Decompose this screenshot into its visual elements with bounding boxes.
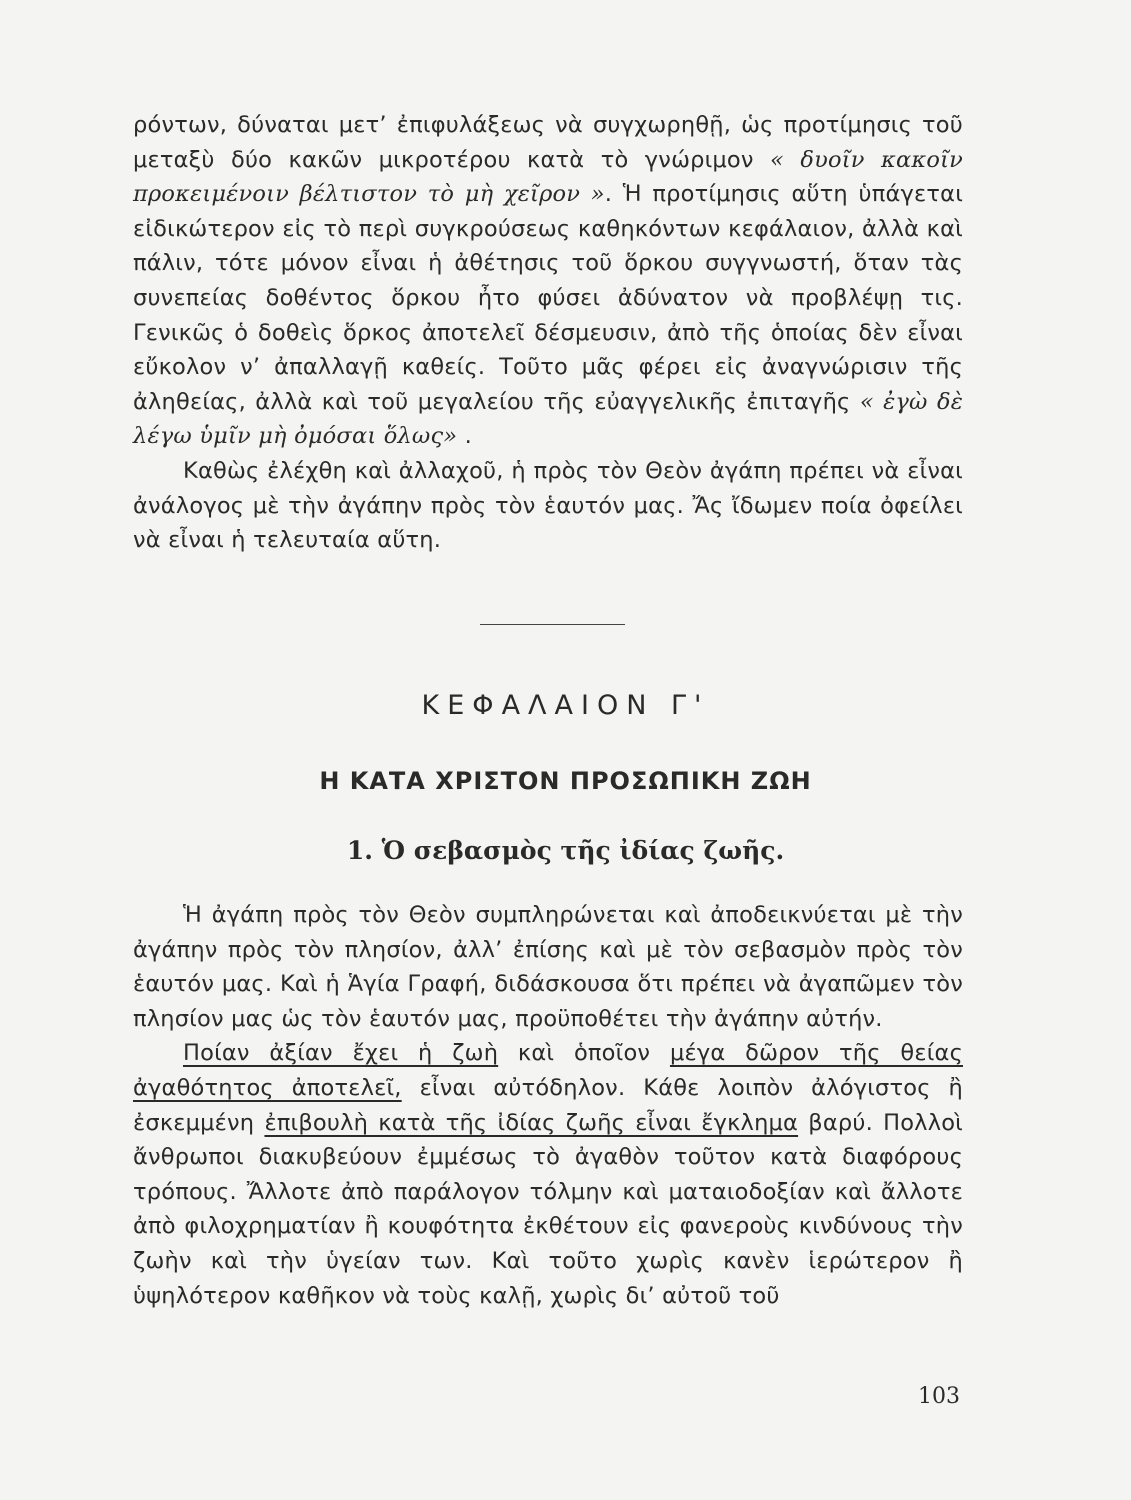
section-title: 1. Ὁ σεβασμὸς τῆς ἰδίας ζωῆς. bbox=[346, 836, 785, 865]
quote-gospel: « ἐγὼ δὲ λέγω ὑμῖν μὴ ὀμόσαι ὅλως» bbox=[133, 388, 963, 450]
paragraph-3: Ἡ ἀγάπη πρὸς τὸν Θεὸν συμπληρώνεται καὶ ἀποδεικνύεται μὲ τὴν ἀγάπην πρὸς τὸν πλησίον, ἀλλ’ ἐπίσης καὶ μὲ τὸν σεβασμὸν πρὸς τὸν ἑαυτόν μας. Καὶ ἡ Ἁγία Γραφή, διδάσκουσα ὅτι πρέπει νὰ ἀγαπῶμεν τὸν πλησίον μας ὡς τὸν ἑαυτόν μας, προϋποθέτει τὴν ἀγάπην αὐτήν. bbox=[133, 902, 963, 1032]
text-block-top bbox=[133, 108, 963, 558]
underlined-text: ἐπιβουλὴ κατὰ τῆς ἰδίας ζωῆς εἶναι ἔγκλημα bbox=[264, 1109, 799, 1136]
paragraph-continuation bbox=[133, 108, 963, 454]
text-run: εἶναι αὐτόδηλον. Κάθε λοιπὸν ἀλόγιστος ἢ ἐσκεμμένη bbox=[133, 1074, 963, 1136]
paragraph-4 bbox=[133, 1036, 963, 1313]
chapter-title: Η ΚΑΤΑ ΧΡΙΣΤΟΝ ΠΡΟΣΩΠΙΚΗ ΖΩΗ bbox=[319, 767, 812, 795]
text-block-bottom bbox=[133, 898, 963, 1313]
chapter-label: ΚΕΦΑΛΑΙΟΝ Γ' bbox=[421, 690, 710, 721]
text-run: καὶ ὁποῖον bbox=[498, 1040, 670, 1067]
underlined-text: μέγα δῶρον τῆς θείας ἀγαθότητος ἀποτελεῖ, bbox=[133, 1040, 963, 1101]
text-run: ρόντων, δύναται μετ’ ἐπιφυλάξεως νὰ συγχωρηθῇ, ὡς προτίμησις τοῦ μεταξὺ δύο κακῶν μικροτέρου κατὰ τὸ γνώριμον bbox=[133, 112, 963, 173]
section-divider bbox=[480, 624, 625, 625]
quote-proverb: « δυοῖν κακοῖν προκειμένοιν βέλτιστον τὸ μὴ χεῖρον » bbox=[133, 146, 963, 208]
text-run: . Ἡ προτίμησις αὕτη ὑπάγεται εἰδικώτερον εἰς τὸ περὶ συγκρούσεως καθηκόντων κεφάλαιον, ἀλλὰ καὶ πάλιν, τότε μόνον εἶναι ἡ ἀθέτησις τοῦ ὅρκου συγγνωστή, ὅταν τὰς συνεπείας δοθέντος ὅρκου ἦτο φύσει ἀδύνατον νὰ προβλέψῃ τις. Γενικῶς ὁ δοθεὶς ὅρκος ἀποτελεῖ δέσμευσιν, ἀπὸ τῆς ὁποίας δὲν εἶναι εὔκολον ν’ ἀπαλλαγῇ καθείς. Τοῦτο μᾶς φέρει εἰς ἀναγνώρισιν τῆς ἀληθείας, ἀλλὰ καὶ τοῦ μεγαλείου τῆς εὐαγγελικῆς ἐπιταγῆς bbox=[133, 181, 964, 415]
underlined-text: Ποίαν ἀξίαν ἔχει ἡ ζωὴ bbox=[183, 1040, 499, 1067]
paragraph-2: Καθὼς ἐλέχθη καὶ ἀλλαχοῦ, ἡ πρὸς τὸν Θεὸν ἀγάπη πρέπει νὰ εἶναι ἀνάλογος μὲ τὴν ἀγάπην πρὸς τὸν ἑαυτόν μας. Ἄς ἴδωμεν ποία ὀφείλει νὰ εἶναι ἡ τελευταία αὕτη. bbox=[133, 457, 963, 554]
text-run: . bbox=[457, 423, 472, 450]
text-run: βαρύ. Πολλοὶ ἄνθρωποι διακυβεύουν ἐμμέσως τὸ ἀγαθὸν τοῦτον κατὰ διαφόρους τρόπους. Ἄλλοτε ἀπὸ παράλογον τόλμην καὶ ματαιοδοξίαν καὶ ἄλλοτε ἀπὸ φιλοχρηματίαν ἢ κουφότητα ἐκθέτουν εἰς φανεροὺς κινδύνους τὴν ζωὴν καὶ τὴν ὑγείαν των. Καὶ τοῦτο χωρὶς κανὲν ἱερώτερον ἢ ὑψηλότερον καθῆκον νὰ τοὺς καλῇ, χωρὶς δι’ αὐτοῦ τοῦ bbox=[133, 1109, 963, 1309]
page-number: 103 bbox=[918, 1384, 960, 1409]
